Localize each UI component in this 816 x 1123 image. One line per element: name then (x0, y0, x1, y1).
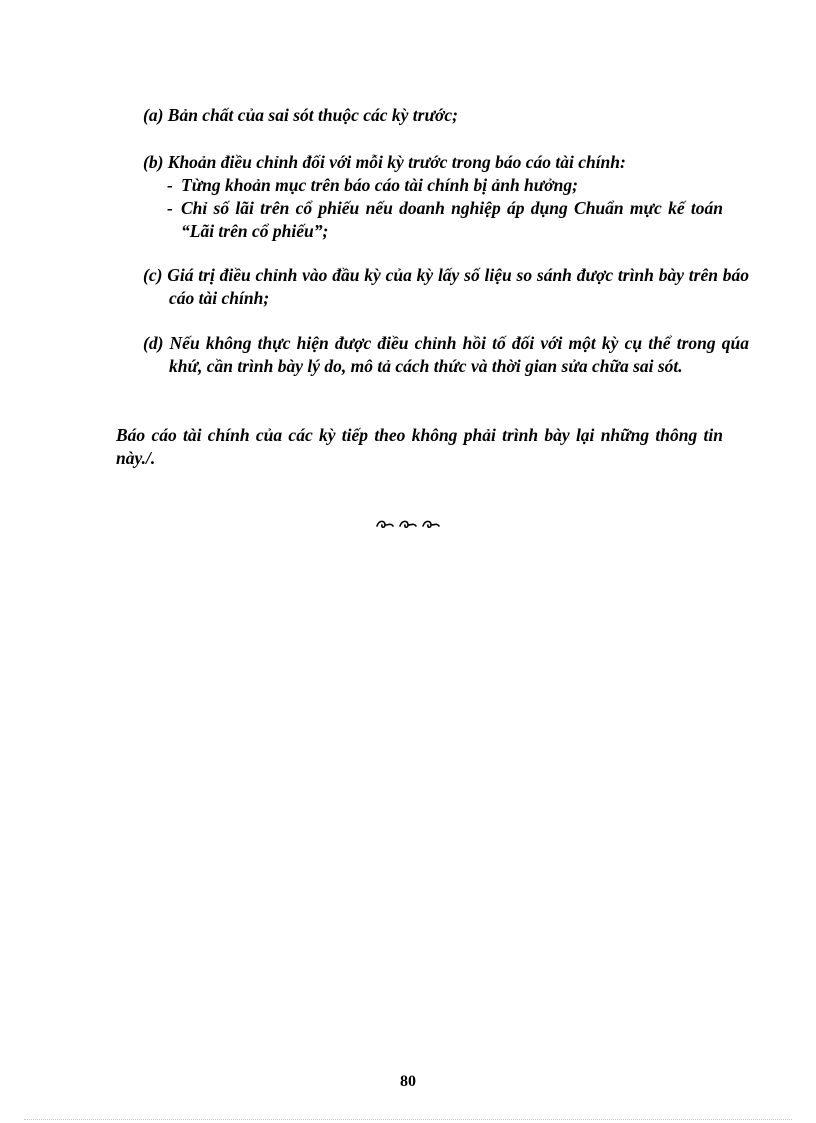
page-number: 80 (400, 1073, 416, 1090)
ornament-icon (375, 517, 441, 531)
page-divider (24, 1119, 792, 1120)
item-b (143, 151, 723, 243)
bullet-dash: - (167, 175, 173, 195)
item-b-sub-2-text: Chỉ số lãi trên cổ phiếu nếu doanh nghiệp áp dụng Chuẩn mực kế toán “Lãi trên cổ phiếu”; (181, 198, 723, 241)
item-b-sub-2 (143, 197, 723, 243)
item-b-sub-1-text: Từng khoản mục trên báo cáo tài chính bị ảnh hưởng; (181, 175, 578, 195)
closing-paragraph: Báo cáo tài chính của các kỳ tiếp theo không phải trình bày lại những thông tin này./. (116, 425, 723, 468)
item-c: (c) Giá trị điều chỉnh vào đầu kỳ của kỳ lấy số liệu so sánh được trình bày trên báo cáo tài chính; (143, 265, 749, 308)
item-b-heading: (b) Khoản điều chỉnh đối với mỗi kỳ trước trong báo cáo tài chính: (143, 152, 626, 172)
ornament-divider (0, 517, 816, 535)
bullet-dash: - (167, 198, 173, 218)
item-a: (a) Bản chất của sai sót thuộc các kỳ trước; (143, 105, 458, 125)
item-b-sub-1 (143, 174, 723, 197)
item-d: (d) Nếu không thực hiện được điều chỉnh hồi tố đối với một kỳ cụ thể trong qúa khứ, cần trình bày lý do, mô tả cách thức và thời gian sửa chữa sai sót. (143, 333, 749, 376)
